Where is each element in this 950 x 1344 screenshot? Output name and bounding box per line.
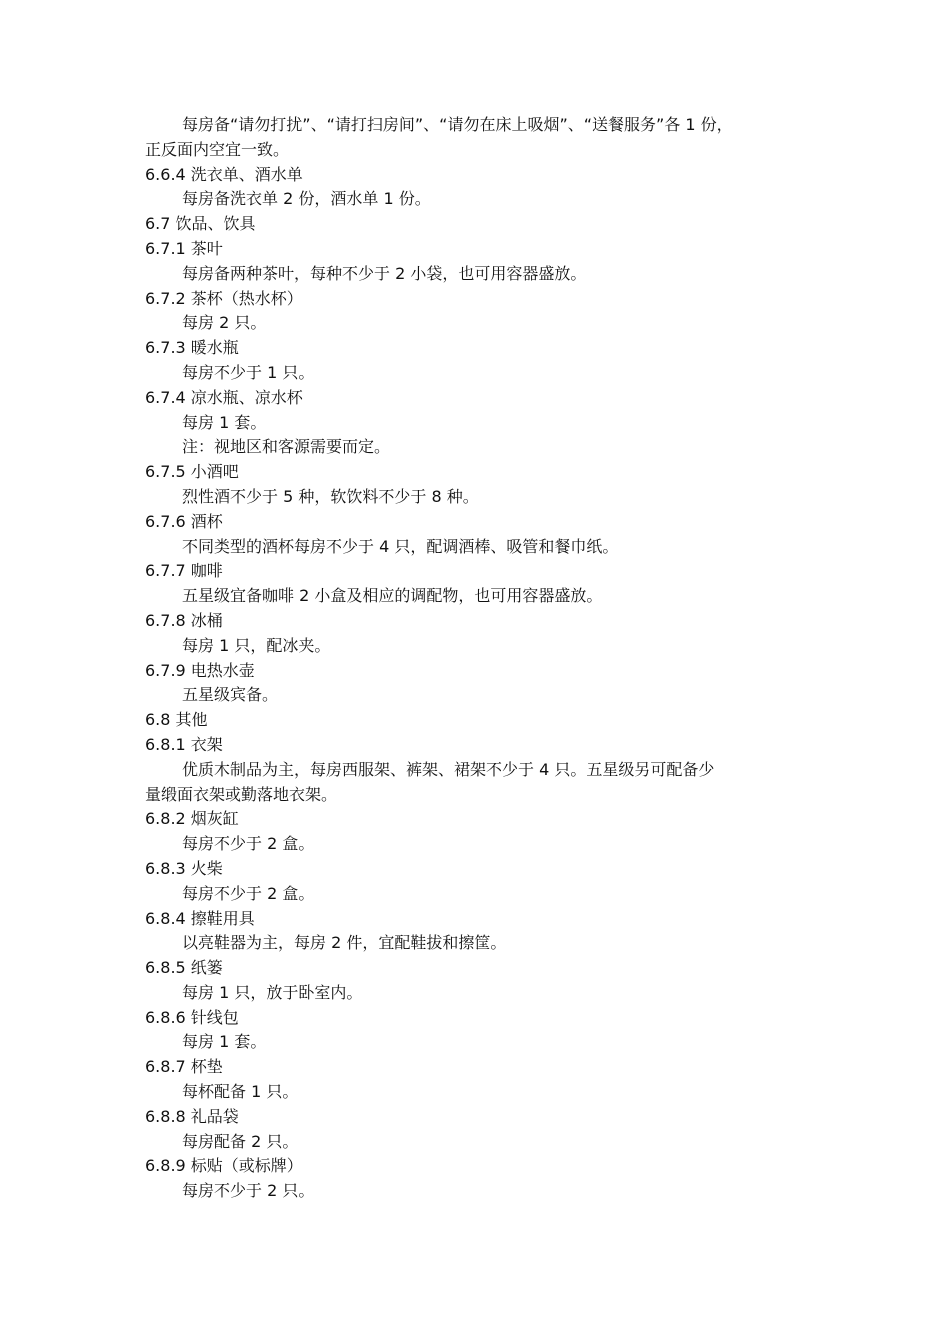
paragraph-text: 每房 1 套。	[182, 412, 267, 432]
paragraph-text: 每房不少于 1 只。	[182, 362, 315, 382]
section-heading: 6.7.1 茶叶	[145, 238, 223, 258]
section-heading: 6.7.4 凉水瓶、凉水杯	[145, 387, 303, 407]
paragraph-text: 每房备洗衣单 2 份，酒水单 1 份。	[182, 189, 431, 209]
section-heading: 6.6.4 洗衣单、酒水单	[145, 164, 303, 184]
section-heading: 6.7.2 茶杯（热水杯）	[145, 288, 303, 308]
paragraph-text: 每房配备 2 只。	[182, 1131, 299, 1151]
section-heading: 6.7.5 小酒吧	[145, 462, 239, 482]
section-heading: 6.7.3 暖水瓶	[145, 338, 239, 358]
document-page	[145, 113, 825, 1204]
paragraph-text: 五星级宾备。	[182, 685, 279, 705]
paragraph-text: 五星级宜备咖啡 2 小盒及相应的调配物，也可用容器盛放。	[182, 586, 603, 606]
section-heading: 6.7.9 电热水壶	[145, 660, 255, 680]
section-heading: 6.8.6 针线包	[145, 1007, 239, 1027]
paragraph-text: 注：视地区和客源需要而定。	[182, 437, 391, 457]
section-heading: 6.7.6 酒杯	[145, 511, 223, 531]
paragraph-text: 每房不少于 2 只。	[182, 1181, 315, 1201]
section-heading: 6.7 饮品、饮具	[145, 214, 256, 234]
section-heading: 6.7.7 咖啡	[145, 561, 223, 581]
section-heading: 6.8.4 擦鞋用具	[145, 908, 255, 928]
paragraph-text: 每房 1 只，配冰夹。	[182, 635, 331, 655]
section-heading: 6.8.7 杯垫	[145, 1057, 223, 1077]
paragraph-text: 每房备“请勿打扰”、“请打扫房间”、“请勿在床上吸烟”、“送餐服务”各 1 份，	[182, 115, 733, 134]
section-heading: 6.8.3 火柴	[145, 858, 223, 878]
paragraph-text: 每房 1 套。	[182, 1032, 267, 1052]
paragraph-text: 每房备两种茶叶，每种不少于 2 小袋，也可用容器盛放。	[182, 263, 587, 283]
paragraph-text: 烈性酒不少于 5 种，软饮料不少于 8 种。	[182, 486, 479, 506]
section-heading: 6.7.8 冰桶	[145, 610, 223, 630]
paragraph-continuation: 正反面内空宜一致。	[145, 139, 290, 159]
section-heading: 6.8.2 烟灰缸	[145, 809, 239, 829]
paragraph-text: 每房 2 只。	[182, 313, 267, 333]
paragraph-text: 不同类型的酒杯每房不少于 4 只，配调酒棒、吸管和餐巾纸。	[182, 536, 619, 556]
paragraph-text: 每房不少于 2 盒。	[182, 834, 315, 854]
section-heading: 6.8.9 标贴（或标牌）	[145, 1156, 303, 1176]
paragraph-text: 每杯配备 1 只。	[182, 1082, 299, 1102]
section-heading: 6.8 其他	[145, 710, 208, 730]
section-heading: 6.8.8 礼品袋	[145, 1106, 239, 1126]
paragraph-text: 以亮鞋器为主，每房 2 件，宜配鞋拔和擦筐。	[182, 933, 507, 953]
paragraph-text: 每房 1 只，放于卧室内。	[182, 982, 363, 1002]
paragraph-text: 每房不少于 2 盒。	[182, 883, 315, 903]
section-heading: 6.8.1 衣架	[145, 734, 223, 754]
section-heading: 6.8.5 纸篓	[145, 958, 223, 978]
paragraph-text: 优质木制品为主，每房西服架、裤架、裙架不少于 4 只。五星级另可配备少	[182, 759, 715, 779]
paragraph-continuation: 量缎面衣架或勤落地衣架。	[145, 784, 338, 804]
